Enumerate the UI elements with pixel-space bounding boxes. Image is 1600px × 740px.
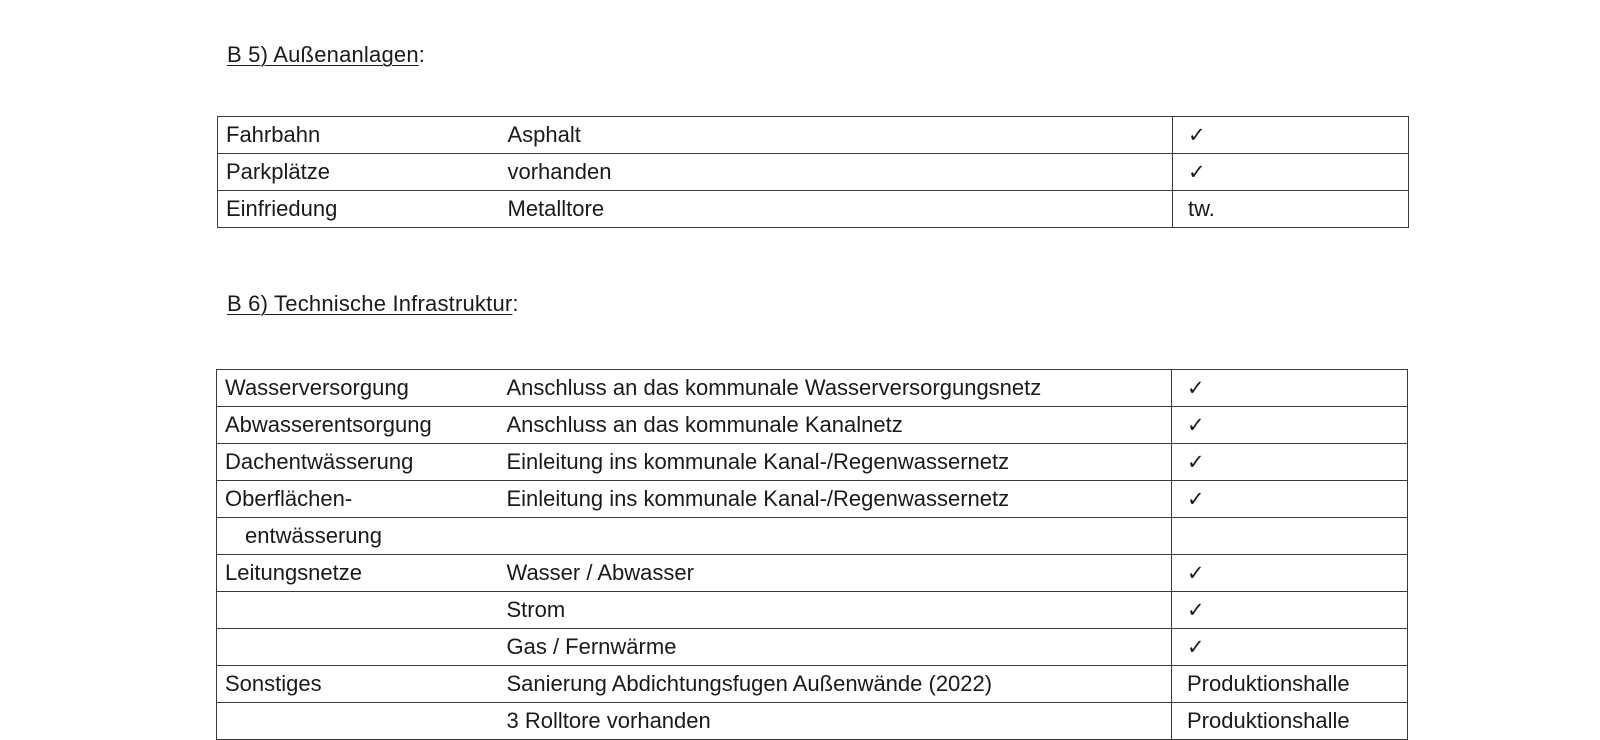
table-row [217, 666, 1408, 703]
section-heading-b6-colon: : [512, 291, 519, 316]
row-label: Oberflächen- [217, 481, 503, 518]
section-heading-b6 [227, 291, 519, 317]
table-row [218, 154, 1409, 191]
table-row [217, 555, 1408, 592]
section-heading-b5-colon: : [418, 42, 426, 67]
row-label: Einfriedung [218, 191, 504, 228]
section-heading-b5 [227, 42, 425, 68]
table-row [217, 592, 1408, 629]
table-technische-infrastruktur [216, 369, 1408, 740]
table-row [217, 703, 1408, 740]
row-label: Sonstiges [217, 666, 503, 703]
row-value: Wasser / Abwasser [503, 555, 1172, 592]
row-status: ✓ [1172, 370, 1408, 407]
table-aussenanlagen [217, 116, 1409, 228]
row-status: ✓ [1172, 407, 1408, 444]
row-status: tw. [1173, 191, 1409, 228]
row-status: ✓ [1172, 592, 1408, 629]
section-heading-b6-text: B 6) Technische Infrastruktur [227, 291, 513, 316]
table-row [217, 444, 1408, 481]
row-label: Dachentwässerung [217, 444, 503, 481]
row-value: Sanierung Abdichtungsfugen Außenwände (2022) [503, 666, 1172, 703]
row-value: Anschluss an das kommunale Kanalnetz [503, 407, 1172, 444]
row-value: Strom [503, 592, 1172, 629]
row-status [1172, 518, 1408, 555]
row-label [217, 629, 503, 666]
row-status: ✓ [1172, 481, 1408, 518]
row-label: Parkplätze [218, 154, 504, 191]
row-value: vorhanden [504, 154, 1173, 191]
table-row [217, 370, 1408, 407]
table-row [217, 629, 1408, 666]
row-label [217, 592, 503, 629]
row-value: Gas / Fernwärme [503, 629, 1172, 666]
row-value [503, 518, 1172, 555]
table-row [217, 518, 1408, 555]
row-status: Produktionshalle [1172, 666, 1408, 703]
row-value: 3 Rolltore vorhanden [503, 703, 1172, 740]
row-status: Produktionshalle [1172, 703, 1408, 740]
row-value: Einleitung ins kommunale Kanal-/Regenwassernetz [503, 444, 1172, 481]
row-value: Asphalt [504, 117, 1173, 154]
row-status: ✓ [1172, 629, 1408, 666]
row-value: Anschluss an das kommunale Wasserversorgungsnetz [503, 370, 1172, 407]
row-label: Wasserversorgung [217, 370, 503, 407]
row-value: Metalltore [504, 191, 1173, 228]
row-status: ✓ [1172, 444, 1408, 481]
table-row [217, 481, 1408, 518]
row-label: Abwasserentsorgung [217, 407, 503, 444]
row-status: ✓ [1173, 154, 1409, 191]
row-status: ✓ [1173, 117, 1409, 154]
table-row [218, 117, 1409, 154]
row-label: Leitungsnetze [217, 555, 503, 592]
row-label: entwässerung [217, 518, 503, 555]
row-status: ✓ [1172, 555, 1408, 592]
row-value: Einleitung ins kommunale Kanal-/Regenwassernetz [503, 481, 1172, 518]
table-row [218, 191, 1409, 228]
row-label [217, 703, 503, 740]
section-heading-b5-text: B 5) Außenanlagen [227, 42, 419, 67]
row-label: Fahrbahn [218, 117, 504, 154]
table-row [217, 407, 1408, 444]
